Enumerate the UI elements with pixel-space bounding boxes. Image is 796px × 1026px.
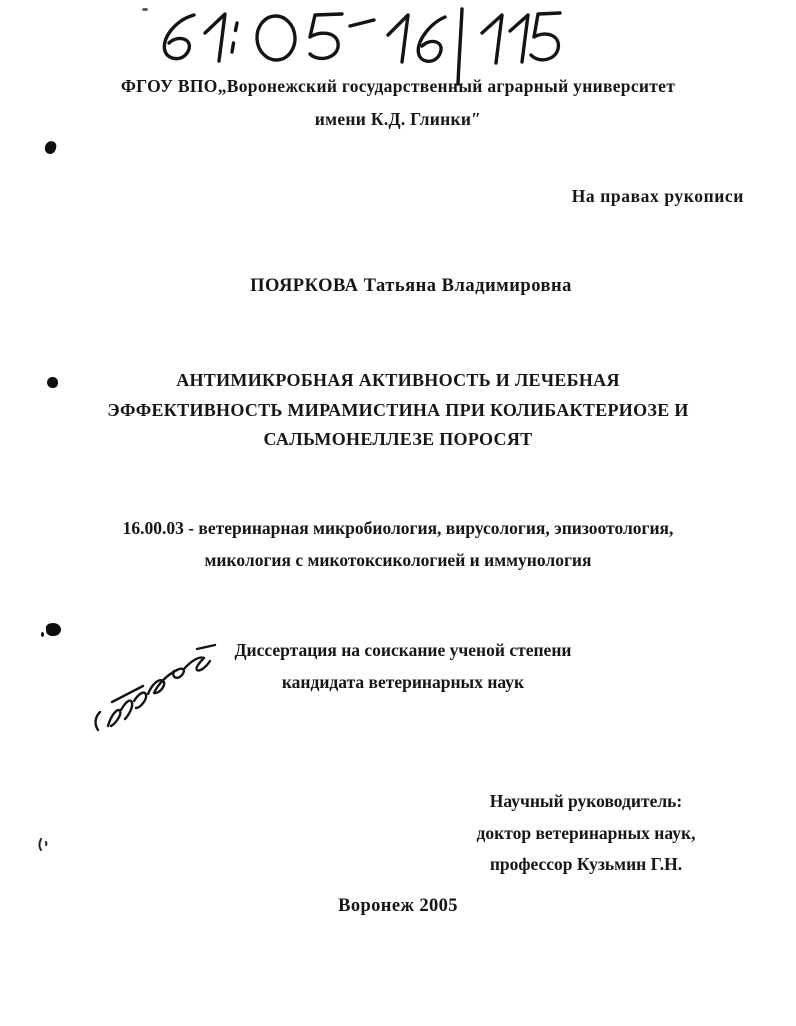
author-name: ПОЯРКОВА Татьяна Владимировна bbox=[250, 276, 572, 296]
university-name-line2: имени К.Д. Глинки″ bbox=[314, 109, 482, 129]
ink-blot bbox=[44, 140, 58, 155]
specialty-line1: 16.00.03 - ветеринарная микробиология, вирусология, эпизоотология, bbox=[122, 518, 674, 538]
university-name bbox=[0, 70, 796, 136]
supervisor-line2: профессор Кузьмин Г.Н. bbox=[489, 854, 683, 874]
manuscript-note: На правах рукописи bbox=[571, 186, 744, 206]
supervisor-label: Научный руководитель: bbox=[489, 791, 683, 811]
degree-line1: Диссертация на соискание ученой степени bbox=[234, 640, 572, 660]
specialty-code bbox=[0, 512, 796, 576]
supervisor-line1: доктор ветеринарных наук, bbox=[476, 822, 696, 843]
dissertation-title-line2: ЭФФЕКТИВНОСТЬ МИРАМИСТИНА ПРИ КОЛИБАКТЕРИОЗЕ И bbox=[107, 399, 689, 420]
dissertation-title bbox=[0, 366, 796, 455]
city-year: Воронеж 2005 bbox=[338, 896, 458, 916]
supervisor-block bbox=[446, 786, 726, 881]
dissertation-title-line1: АНТИМИКРОБНАЯ АКТИВНОСТЬ И ЛЕЧЕБНАЯ bbox=[176, 370, 620, 390]
ink-speck bbox=[142, 8, 148, 11]
dissertation-title-line3: САЛЬМОНЕЛЛЕЗЕ ПОРОСЯТ bbox=[263, 429, 533, 449]
ink-speck-group bbox=[36, 836, 52, 854]
university-name-line1: ФГОУ ВПО„Воронежский государственный аграрный университет bbox=[120, 76, 676, 96]
degree-line2: кандидата ветеринарных наук bbox=[281, 672, 525, 692]
handwritten-signature bbox=[84, 636, 229, 738]
specialty-line2: микология с микотоксикологией и иммунология bbox=[204, 550, 592, 570]
